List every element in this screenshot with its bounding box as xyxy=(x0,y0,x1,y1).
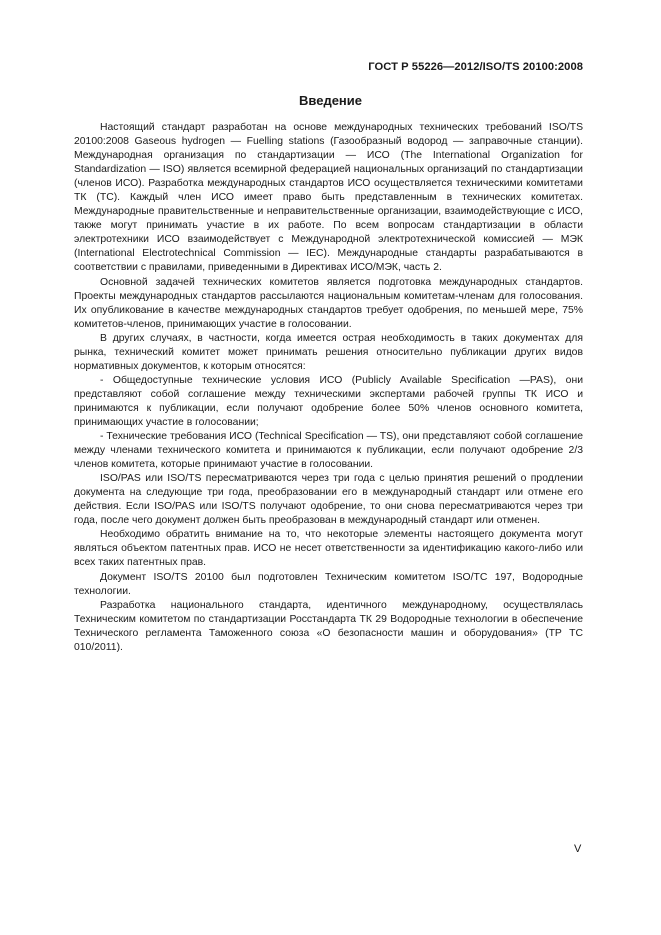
paragraph: - Технические требования ИСО (Technical Specification — TS), они представляют собой соглашение между членами технического комитета и принимаются к публикации, если получают одобрение 2/3 членов комитета, которые принимают участие в голосовании. xyxy=(74,431,583,471)
paragraph: В других случаях, в частности, когда имеется острая необходимость в таких документах для рынка, технический комитет может принимать решения относительно публикации других видов нормативных документов, к которым относятся: xyxy=(74,332,583,372)
document-body xyxy=(74,121,583,655)
paragraph: Документ ISO/TS 20100 был подготовлен Техническим комитетом ISO/TC 197, Водородные технологии. xyxy=(74,571,583,597)
section-title: Введение xyxy=(299,93,362,108)
paragraph: ISO/PAS или ISO/TS пересматриваются через три года с целью принятия решений о продлении документа на следующие три года, преобразовании его в международный стандарт или отмене его действия. Если ISO/PAS или ISO/TS получают одобрение, то они снова пересматриваются через три года, после чего документ должен быть преобразован в международный стандарт или отменен. xyxy=(74,473,583,527)
paragraph: Необходимо обратить внимание на то, что некоторые элементы настоящего документа могут являться объектом патентных прав. ИСО не несет ответственности за идентификацию какого-либо или всех таких патентных прав. xyxy=(74,529,583,569)
paragraph: Разработка национального стандарта, идентичного международному, осуществлялась Техническим комитетом по стандартизации Росстандарта ТК 29 Водородные технологии в обеспечение Технического регламента Таможенного союза «О безопасности машин и оборудования» (ТР ТС 010/2011). xyxy=(74,599,583,653)
standard-header: ГОСТ Р 55226—2012/ISO/TS 20100:2008 xyxy=(368,61,583,73)
page-number: V xyxy=(574,843,582,855)
paragraph: Настоящий стандарт разработан на основе международных технических требований ISO/TS 20100:2008 Gaseous hydrogen — Fuelling stations (Газообразный водород — заправочные станции). Международная организация по стандартизации — ИСО (The International Organization for Standardization — ISO) является всемирной федерацией национальных организаций по стандартизации (членов ИСО). Разработка международных стандартов ИСО осуществляется техническими комитетами ТК (TC). Каждый член ИСО имеет право быть представленным в технических комитетах. Международные правительственные и неправительственные организации, взаимодействующие с ИСО, также могут принимать участие в их работе. По всем вопросам стандартизации в области электротехники ИСО взаимодействует с Международной электротехнической комиссией — МЭК (International Electrotechnical Commission — IEC). Международные стандарты разрабатываются в соответствии с правилами, приведенными в Директивах ИСО/МЭК, часть 2. xyxy=(74,122,583,274)
paragraph: - Общедоступные технические условия ИСО (Publicly Available Specification —PAS), они представляют собой соглашение между техническими экспертами рабочей группы ТК ИСО и принимаются к публикации, если получают одобрение более 50% членов основного комитета, принимающих участие в голосовании; xyxy=(74,374,583,428)
paragraph: Основной задачей технических комитетов является подготовка международных стандартов. Проекты международных стандартов рассылаются национальным комитетам-членам для голосования. Их опубликование в качестве международных стандартов требует одобрения, по меньшей мере, 75% комитетов-членов, принимающих участие в голосовании. xyxy=(74,276,583,330)
